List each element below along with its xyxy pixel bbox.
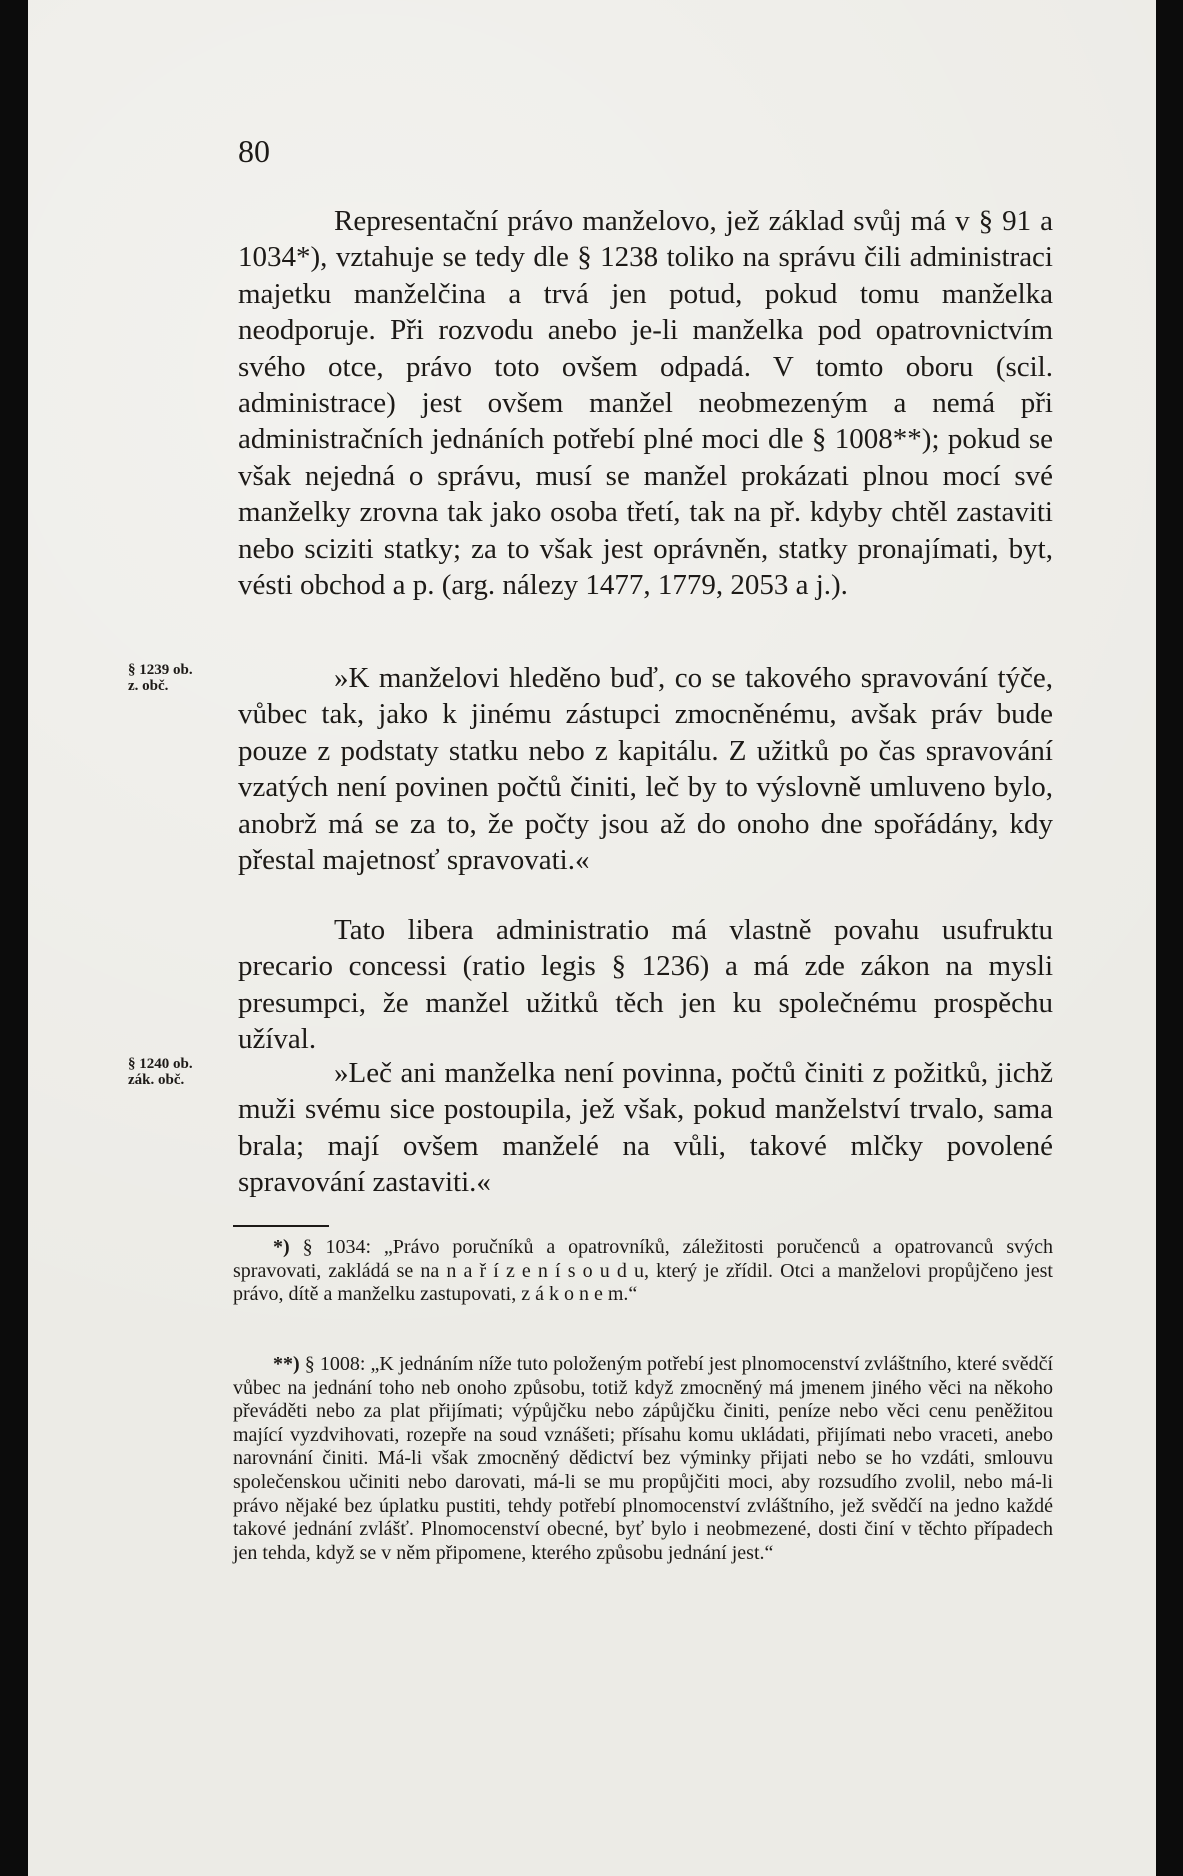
page-number: 80 [238, 133, 270, 169]
paragraph: Tato libera administratio má vlastně povahu usufruktu precario concessi (ratio legis § 1236) a má zde zákon na mysli presumpci, že manžel užitků těch jen ku společnému prospěchu užíval. [238, 914, 1053, 1056]
book-page [28, 0, 1156, 1876]
margin-note: § 1239 ob. z. obč. [128, 662, 193, 694]
paragraph: »Leč ani manželka není povinna, počtů činiti z požitků, jichž muži svému sice postoupila, jež však, pokud manželství trvalo, sama brala; mají ovšem manželé na vůli, takové mlčky povolené spravování zastaviti.« [238, 1057, 1053, 1199]
footnote: **) § 1008: „K jednáním níže tuto položeným potřebí jest plnomocenství zvláštního, které svědčí vůbec na jednání toho neb onoho způsobu, totiž když zmocněný má jmenem jiného věci na někoho převáděti nebo za plat přijímati; výpůjčku nebo zápůjčku činiti, peníze nebo věci cenu peněžitou mající vyzdvihovati, rozepře na soud vznášeti; přísahu komu ukládati, přijímati nebo vraceti, anebo narovnání činiti. Má-li však zmocněný dědictví bez výminky přijati nebo se ho vzdáti, smlouvu společenskou učiniti nebo darovati, má-li se mu propůjčiti moci, aby rozsudího zvolil, nebo má-li právo nějaké bez úplatku pustiti, tehdy potřebí plnomocenství zvláštního, jež svědčí na jedno každé takové jednání zvlášť. Plnomocenství obecné, byť bylo i neobmezené, dosti činí v těchto případech jen tehda, když se v něm připomene, kterého způsobu jednání jest.“ [233, 1353, 1054, 1564]
margin-note: § 1240 ob. zák. obč. [128, 1056, 193, 1088]
footnote-rule [233, 1225, 329, 1227]
paragraph: »K manželovi hleděno buď, co se takového spravování týče, vůbec tak, jako k jinému zástupci zmocněnému, avšak práv bude pouze z podstaty statku nebo z kapitálu. Z užitků po čas spravování vzatých není povinen počtů činiti, leč by to výslovně umluveno bylo, anobrž má se za to, že počty jsou až do onoho dne spořádány, kdy přestal majetnosť spravovati.« [238, 662, 1053, 877]
paragraph: Representační právo manželovo, jež základ svůj má v § 91 a 1034*), vztahuje se tedy dle § 1238 toliko na správu čili administraci majetku manželčina a trvá jen potud, pokud tomu manželka neodporuje. Při rozvodu anebo je-li manželka pod opatrovnictvím svého otce, právo toto ovšem odpadá. V tomto oboru (scil. administrace) jest ovšem manžel neobmezeným a nemá při administračních jednáních potřebí plné moci dle § 1008**); pokud se však nejedná o správu, musí se manžel prokázati plnou mocí své manželky zrovna tak jako osoba třetí, tak na př. kdyby chtěl zastaviti nebo sciziti statky; za to však jest oprávněn, statky pronajímati, byt, vésti obchod a p. (arg. nálezy 1477, 1779, 2053 a j.). [238, 205, 1053, 602]
footnote: *) § 1034: „Právo poručníků a opatrovníků, záležitosti poručenců a opatrovanců svých spravovati, zakládá se na n a ř í z e n í s o u d u, který je zřídil. Otci a manželovi propůjčeno jest právo, dítě a manželku zastupovati, z á k o n e m.“ [233, 1236, 1054, 1306]
